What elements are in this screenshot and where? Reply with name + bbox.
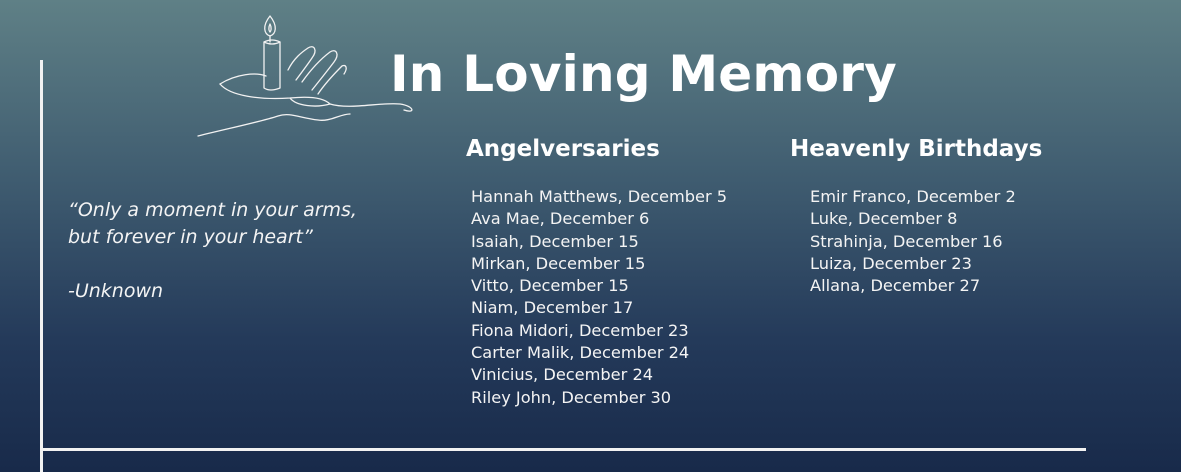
list-item: Ava Mae, December 6 bbox=[471, 209, 650, 229]
angelversaries-heading: Angelversaries bbox=[466, 136, 660, 162]
list-item: Strahinja, December 16 bbox=[810, 231, 1003, 251]
memorial-quote bbox=[68, 197, 408, 305]
list-item: Niam, December 17 bbox=[471, 298, 634, 318]
quote-line-2: but forever in your heart” bbox=[68, 226, 313, 248]
list-item: Luke, December 8 bbox=[810, 209, 958, 229]
list-item: Fiona Midori, December 23 bbox=[471, 320, 689, 340]
bottom-horizontal-divider bbox=[40, 448, 1086, 451]
list-item: Riley John, December 30 bbox=[471, 387, 672, 407]
page-title: In Loving Memory bbox=[390, 45, 897, 103]
list-item: Vitto, December 15 bbox=[471, 276, 629, 296]
list-item: Carter Malik, December 24 bbox=[471, 343, 690, 363]
list-item: Luiza, December 23 bbox=[810, 253, 972, 273]
list-item: Emir Franco, December 2 bbox=[810, 187, 1016, 206]
quote-line-1: “Only a moment in your arms, bbox=[68, 199, 357, 221]
heavenly-birthdays-heading: Heavenly Birthdays bbox=[790, 136, 1043, 162]
left-vertical-divider bbox=[40, 60, 43, 472]
candle-in-hand-icon bbox=[190, 10, 420, 145]
angelversaries-list bbox=[471, 186, 727, 409]
list-item: Hannah Matthews, December 5 bbox=[471, 187, 728, 206]
list-item: Mirkan, December 15 bbox=[471, 253, 646, 273]
list-item: Vinicius, December 24 bbox=[471, 365, 654, 385]
list-item: Isaiah, December 15 bbox=[471, 231, 639, 251]
list-item: Allana, December 27 bbox=[810, 276, 981, 296]
heavenly-birthdays-list bbox=[810, 186, 1016, 297]
quote-author: -Unknown bbox=[68, 280, 164, 302]
